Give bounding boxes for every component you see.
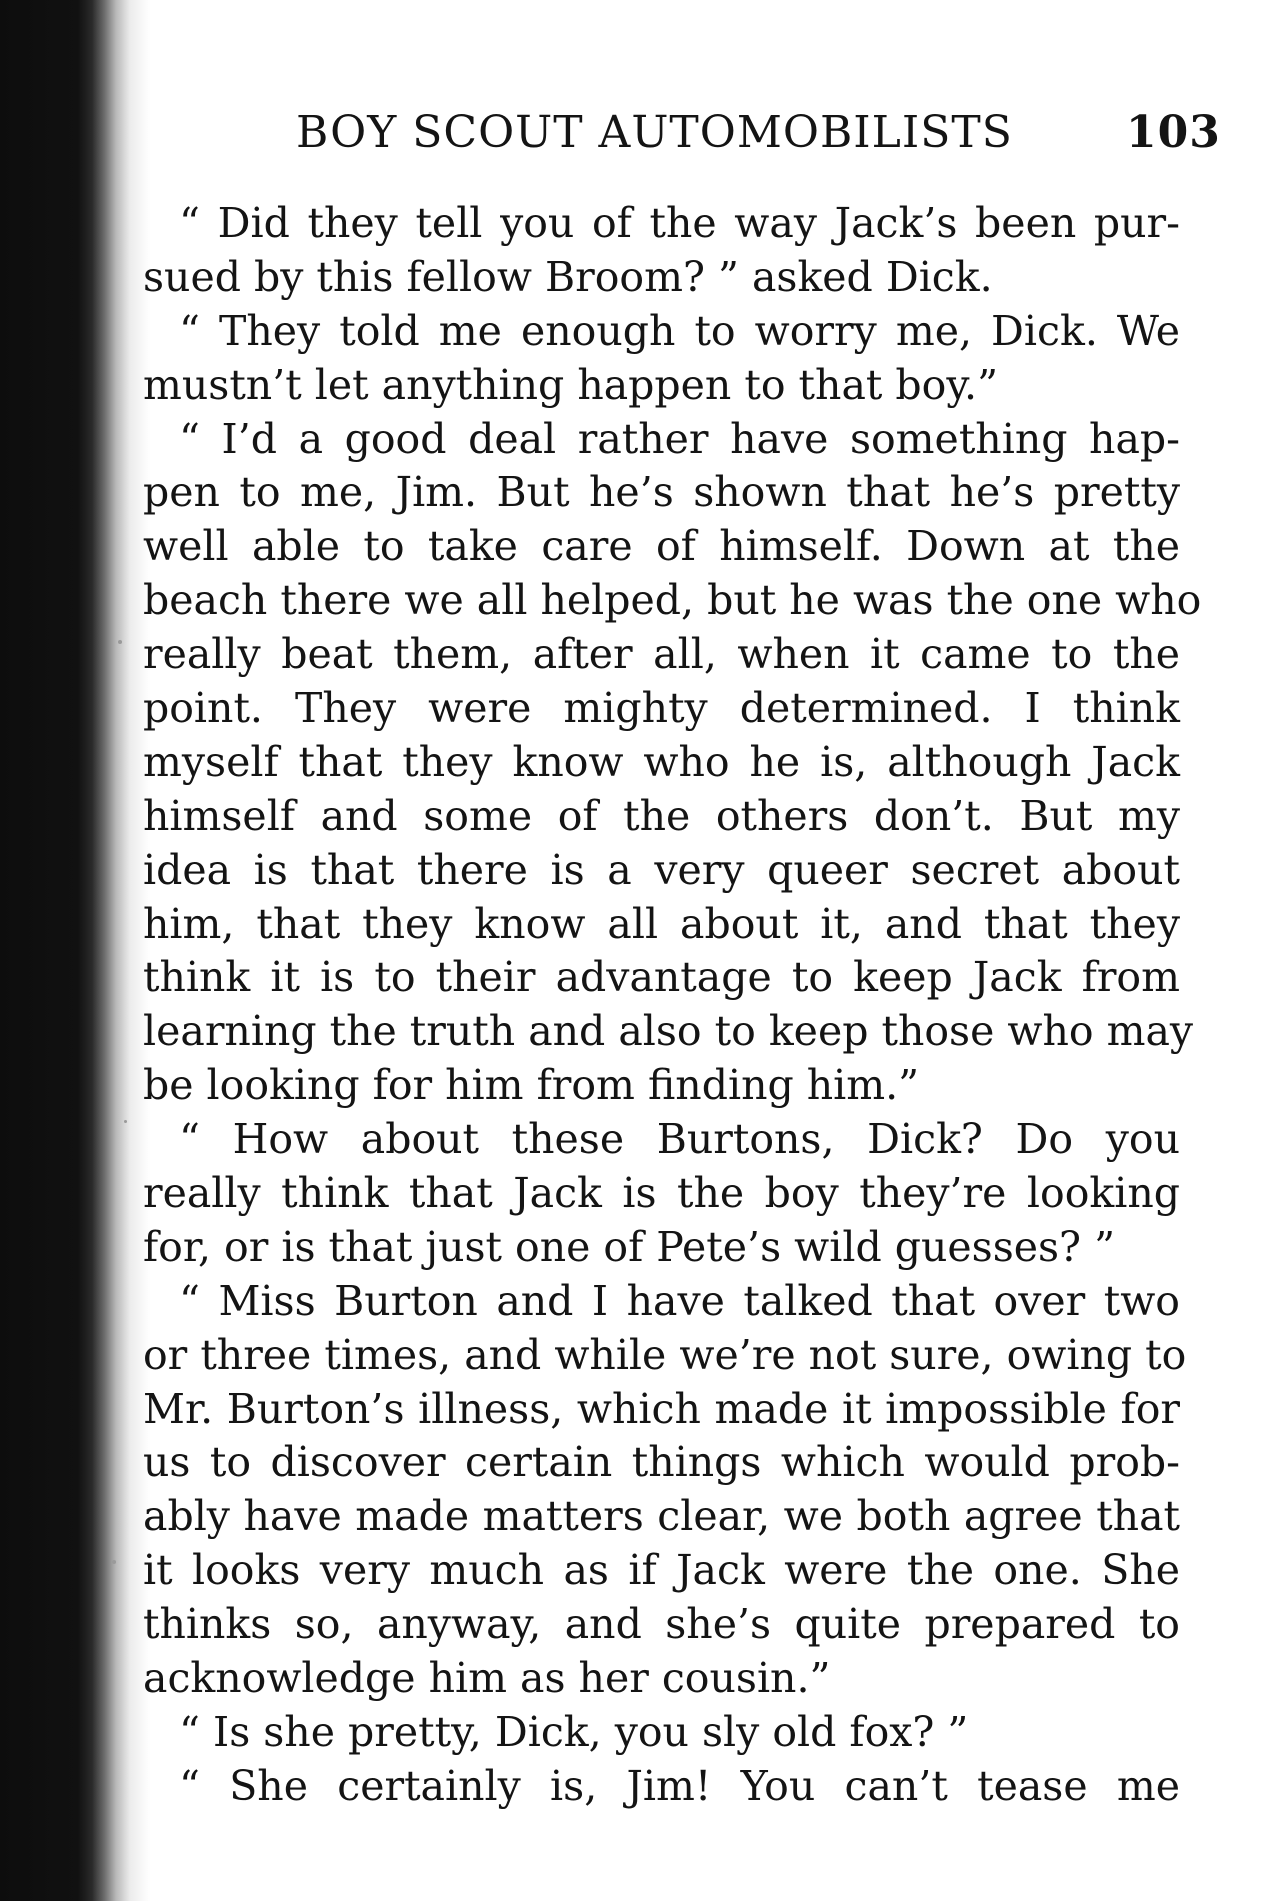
text-line: really think that Jack is the boy they’re looking [143,1169,1180,1218]
text-line: be looking for him from finding him.” [143,1061,920,1110]
text-line: well able to take care of himself. Down at the [143,522,1180,571]
text-line: mustn’t let anything happen to that boy.” [143,360,999,409]
text-line: him, that they know all about it, and that they [143,899,1180,948]
text-line: thinks so, anyway, and she’s quite prepared to [143,1600,1180,1649]
text-line: us to discover certain things which would prob- [143,1438,1180,1487]
text-line: idea is that there is a very queer secret about [143,845,1180,894]
text-line: or three times, and while we’re not sure, owing to [143,1330,1187,1379]
text-line: point. They were mighty determined. I think [143,684,1180,733]
text-line: Mr. Burton’s illness, which made it impossible for [143,1384,1180,1433]
text-line: sued by this fellow Broom? ” asked Dick. [143,252,993,301]
text-line: “ How about these Burtons, Dick? Do you [179,1115,1180,1164]
text-line: “ Is she pretty, Dick, you sly old fox? ” [179,1707,969,1756]
body-text [143,197,1202,1814]
text-line: acknowledge him as her cousin.” [143,1654,831,1703]
text-line: “ Did they tell you of the way Jack’s been pur- [179,199,1180,247]
text-line: myself that they know who he is, although Jack [143,737,1180,786]
page-gutter-shadow [0,0,150,1901]
text-line: think it is to their advantage to keep Jack from [143,953,1180,1002]
text-line: ably have made matters clear, we both agree that [143,1492,1180,1541]
scan-speck [118,640,122,644]
text-line: “ I’d a good deal rather have something hap- [179,414,1180,463]
text-line: himself and some of the others don’t. But my [143,791,1180,840]
text-line: “ She certainly is, Jim! You can’t tease me [179,1761,1180,1810]
page-header [296,103,1221,163]
text-line: pen to me, Jim. But he’s shown that he’s pretty [143,468,1180,517]
text-line: for, or is that just one of Pete’s wild guesses? ” [143,1222,1116,1271]
text-line: “ They told me enough to worry me, Dick. We [179,306,1180,355]
text-line: it looks very much as if Jack were the one. She [143,1546,1180,1595]
scan-speck [112,1560,116,1564]
text-line: “ Miss Burton and I have talked that over two [179,1276,1180,1325]
text-line: learning the truth and also to keep those who may [143,1007,1194,1056]
text-line: really beat them, after all, when it came to the [143,630,1180,679]
text-line: beach there we all helped, but he was the one who [143,576,1202,625]
page-number: 103 [1126,107,1221,158]
running-title: BOY SCOUT AUTOMOBILISTS [296,107,1013,158]
scan-speck [124,1120,127,1123]
